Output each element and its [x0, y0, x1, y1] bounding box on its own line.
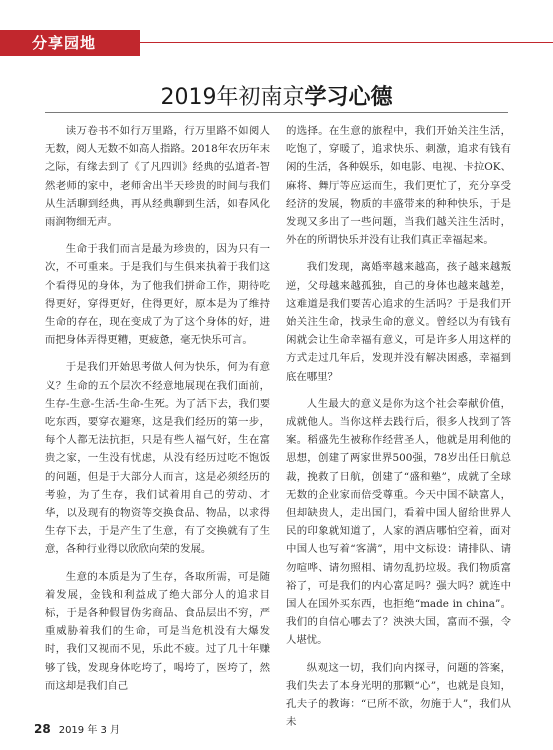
right-column [286, 122, 511, 741]
section-label: 分享园地 [0, 30, 140, 56]
article-title [0, 80, 553, 111]
paragraph: 我们发现，离婚率越来越高，孩子越来越叛逆，父母越来越孤独，自己的身体也越来越差，这难道是我们要苦心追求的生活吗？于是我们开始关注生命，找录生命的意义。曾经以为有钱有闲就会让生命幸福有意义，可是许多人用这样的方式走过几年后，发现并没有解决困惑，幸福到底在哪里？ [286, 261, 511, 383]
paragraph: 生意的本质是为了生存，各取所需，可是随着发展，金钱和利益成了绝大部分人的追求目标，于是各种假冒伪劣商品、食品层出不穷，严重威胁着我们的生命，可是当危机没有大爆发时，我们又视而不见，乐此不疲。过了几十年赚够了钱，发现身体吃垮了，喝垮了，医垮了，然而这却是我们自己 [45, 570, 270, 692]
paragraph: 人生最大的意义是你为这个社会奉献价值，成就他人。当你这样去践行后，很多人找到了答案。稻盛先生被称作经营圣人，他就是用利他的思想，创建了两家世界500强，78岁出任日航总裁，挽救了日航，创建了“盛和塾”，成就了全球无数的企业家而倍受尊重。今天中国不缺富人，但却缺贵人，走出国门，看着中国人留给世界人民的印象就知道了，人家的酒店哪怕空着，面对中国人也写着“客满”，用中文标设：请排队、请勿喧哗、请勿照相、请勿乱扔垃圾。我们物质富裕了，可是我们的内心富足吗？强大吗？就连中国人在国外买东西，也拒绝“made in china”。我们的自信心哪去了？泱泱大国，富而不强，令人堪忧。 [286, 397, 511, 647]
issue-date: 2019 年 3 月 [58, 725, 121, 736]
paragraph: 生命于我们而言是最为珍贵的，因为只有一次，不可重来。于是我们与生俱来执着于我们这个看得见的身体，为了他我们拼命工作，期待吃得更好，穿得更好，住得更好，原本是为了维持生命的存在，现在变成了为了这个身体的好，进而把身体弄得更糟，更疲惫，毫无快乐可言。 [45, 243, 270, 347]
title-rule [45, 112, 508, 113]
left-column [45, 122, 270, 704]
paragraph: 的选择。在生意的旅程中，我们开始关注生活，吃饱了，穿暖了，追求快乐、刺激，追求有钱有闲的生活，各种娱乐，如电影、电视、卡拉OK、麻将、舞厅等应运而生，我们更忙了，充分享受经济的发展，物质的丰盛带来的种种快乐，于是发现又多出了一些问题，当我们越关注生活时，外在的所谓快乐并没有让我们真正幸福起来。 [286, 125, 511, 247]
paragraph: 纵观这一切，我们向内探寻，问题的答案，我们失去了本身光明的那颗“心”，也就是良知，孔夫子的教诲：“已所不欲，勿施于人”，我们从未 [286, 661, 511, 729]
page-footer [34, 718, 120, 737]
header-rule [140, 42, 553, 43]
title-prefix: 2019年初南京 [160, 85, 305, 110]
page-number: 28 [34, 722, 51, 736]
paragraph: 读万卷书不如行万里路，行万里路不如阅人无数，阅人无数不如高人指路。2018年农历年末之际，有缘去到了《了凡四训》经典的弘道者-智然老师的家中，老师舍出半天珍贵的时间与我们从生活聊到经典，再从经典聊到生活，如春风化雨润物细无声。 [45, 125, 270, 229]
paragraph: 于是我们开始思考做人何为快乐，何为有意义？生命的五个层次不经意地展现在我们面前，生存-生意-生活-生命-生死。为了活下去，我们要吃东西，要穿衣避寒，这是我们经历的第一步，每个人都无法抗拒，只是有些人福气好，生在富贵之家，一生没有忧虑，从没有经历过吃不饱饭的问题，但是于大部分人而言，这是必须经历的考验，为了生存，我们试着用自己的劳动、才华，以及现有的物资等交换食品、物品，以求得生存下去，于是产生了生意，有了交换就有了生意，各种行业得以欣欣向荣的发展。 [45, 361, 270, 556]
title-emphasis: 学习心德 [304, 85, 393, 110]
